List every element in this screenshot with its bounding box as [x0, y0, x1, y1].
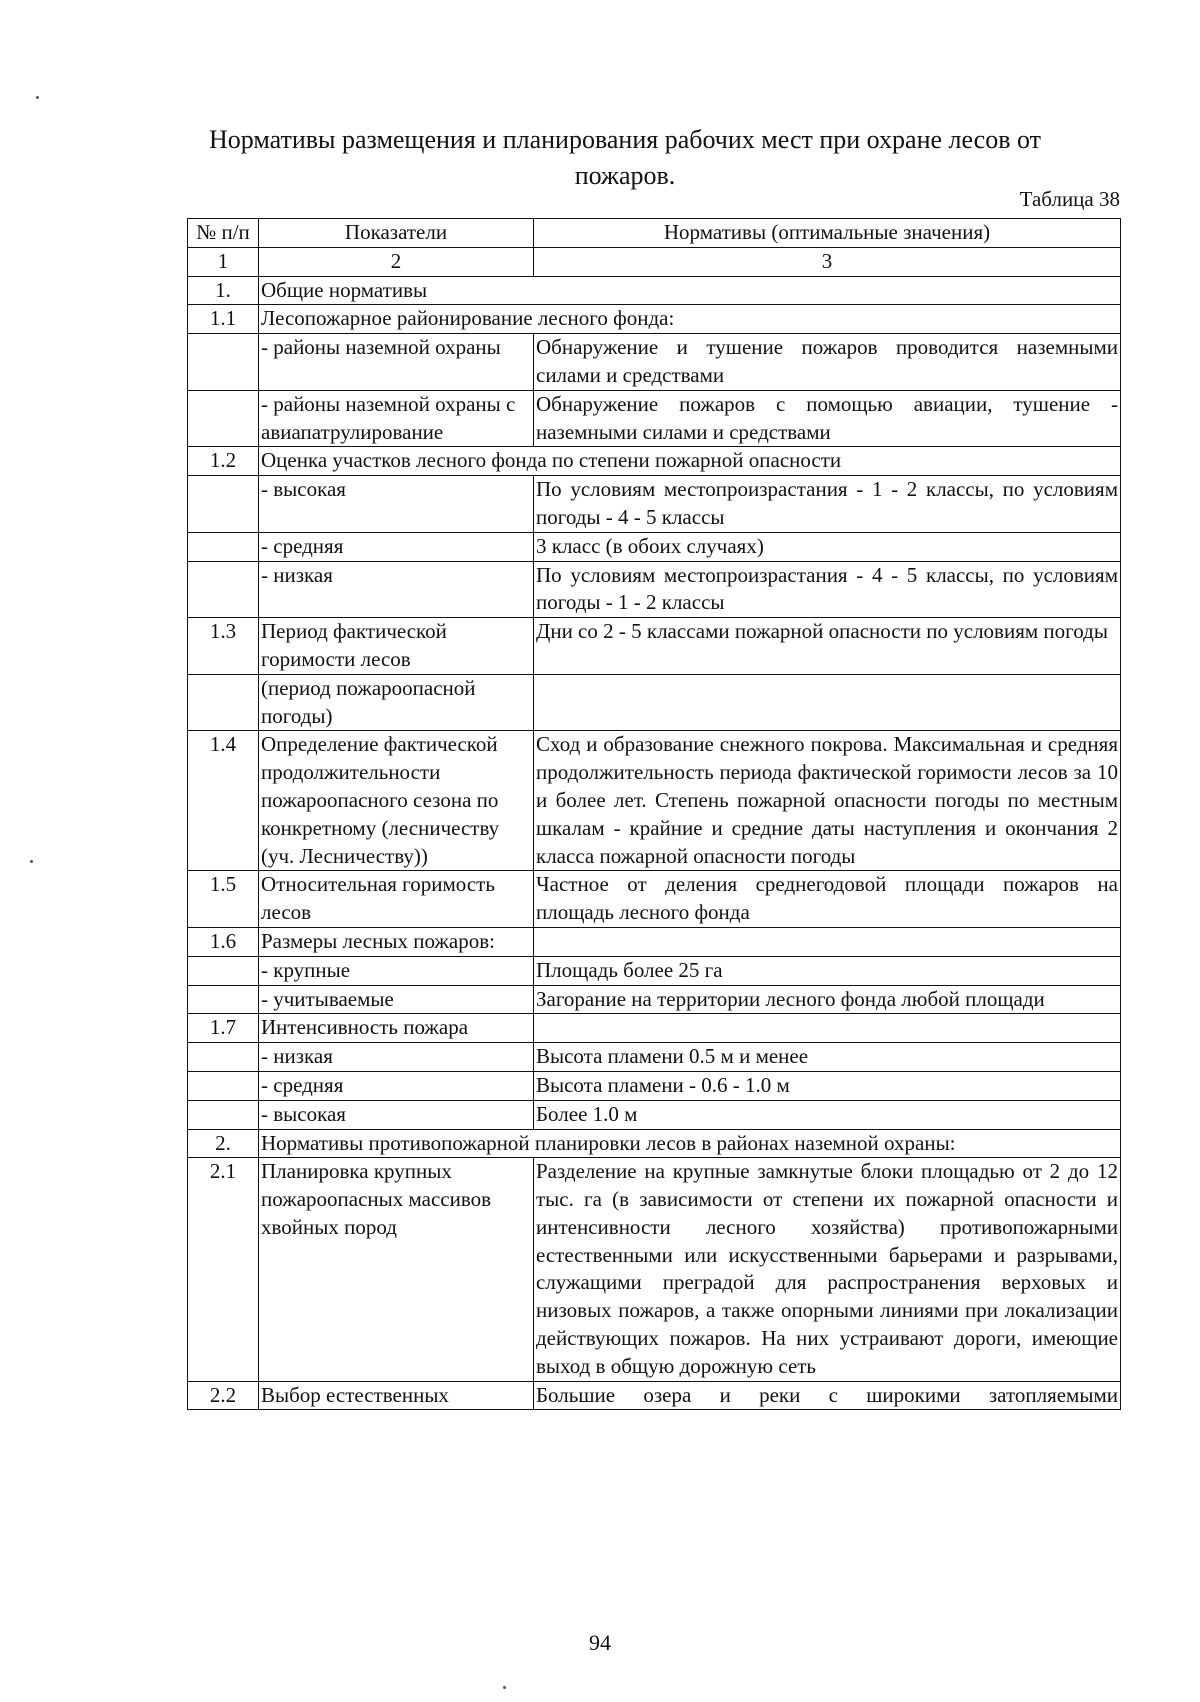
row-norm-cell: Более 1.0 м	[534, 1100, 1121, 1129]
row-norm-cell: Частное от деления среднегодовой площади пожаров на площадь лесного фонда	[534, 871, 1121, 928]
row-indicator-cell: - высокая	[259, 1100, 534, 1129]
row-indicator-cell: - районы наземной охраны с авиапатрулирование	[259, 390, 534, 447]
table-row	[188, 390, 1121, 447]
row-number-cell: 1.6	[188, 927, 259, 956]
column-number-1: 1	[188, 247, 259, 276]
norms-table	[187, 218, 1121, 1410]
row-norm-cell: Загорание на территории лесного фонда любой площади	[534, 985, 1121, 1014]
table-row	[188, 618, 1121, 675]
table-row	[188, 927, 1121, 956]
row-norm-cell	[534, 927, 1121, 956]
row-section-cell: Общие нормативы	[259, 276, 1121, 305]
table-row	[188, 1381, 1121, 1410]
table-row	[188, 276, 1121, 305]
row-number-cell: 1.1	[188, 305, 259, 334]
header-cell-indicator: Показатели	[259, 219, 534, 248]
page-number: 94	[589, 1630, 611, 1655]
row-norm-cell: Высота пламени - 0.6 - 1.0 м	[534, 1071, 1121, 1100]
table-header-row	[188, 219, 1121, 248]
table-row	[188, 871, 1121, 928]
row-indicator-cell: - средняя	[259, 1071, 534, 1100]
row-number-cell	[188, 985, 259, 1014]
table-row	[188, 1043, 1121, 1072]
row-number-cell: 2.2	[188, 1381, 259, 1410]
column-number-3: 3	[534, 247, 1121, 276]
row-norm-cell	[534, 1014, 1121, 1043]
row-number-cell: 1.3	[188, 618, 259, 675]
row-number-cell	[188, 1043, 259, 1072]
table-row	[188, 956, 1121, 985]
row-norm-cell: Сход и образование снежного покрова. Максимальная и средняя продолжительность периода фактической горимости лесов за 10 и более лет. Степень пожарной опасности погоды по местным шкалам - крайние и средние даты наступления и окончания 2 класса пожарной опасности погоды	[534, 731, 1121, 871]
header-cell-norm: Нормативы (оптимальные значения)	[534, 219, 1121, 248]
column-number-2: 2	[259, 247, 534, 276]
row-norm-cell: Высота пламени 0.5 м и менее	[534, 1043, 1121, 1072]
row-number-cell: 1.2	[188, 447, 259, 476]
row-norm-cell: Обнаружение и тушение пожаров проводится наземными силами и средствами	[534, 334, 1121, 391]
row-norm-cell: Обнаружение пожаров с помощью авиации, тушение - наземными силами и средствами	[534, 390, 1121, 447]
row-section-cell: Оценка участков лесного фонда по степени пожарной опасности	[259, 447, 1121, 476]
table-row	[188, 1129, 1121, 1158]
row-indicator-cell: Размеры лесных пожаров:	[259, 927, 534, 956]
row-indicator-cell: - районы наземной охраны	[259, 334, 534, 391]
row-number-cell	[188, 956, 259, 985]
row-number-cell: 2.	[188, 1129, 259, 1158]
table-row	[188, 532, 1121, 561]
row-indicator-cell: Определение фактической продолжительности пожароопасного сезона по конкретному (лесничеству (уч. Лесничеству))	[259, 731, 534, 871]
title-line-2: пожаров.	[574, 161, 676, 190]
row-indicator-cell: - высокая	[259, 476, 534, 533]
scan-speck	[30, 860, 33, 863]
table-row	[188, 985, 1121, 1014]
row-norm-cell	[534, 674, 1121, 731]
header-cell-number: № п/п	[188, 219, 259, 248]
row-indicator-cell: - низкая	[259, 1043, 534, 1072]
table-row	[188, 674, 1121, 731]
row-norm-cell: Большие озера и реки с широкими затопляемыми	[534, 1381, 1121, 1410]
row-norm-cell: По условиям местопроизрастания - 4 - 5 классы, по условиям погоды - 1 - 2 классы	[534, 561, 1121, 618]
table-label: Таблица 38	[1019, 187, 1120, 211]
table-row	[188, 731, 1121, 871]
row-indicator-cell: (период пожароопасной погоды)	[259, 674, 534, 731]
scan-speck	[503, 1686, 506, 1689]
row-indicator-cell: Интенсивность пожара	[259, 1014, 534, 1043]
table-row	[188, 1014, 1121, 1043]
table-row	[188, 447, 1121, 476]
page-title	[150, 122, 1100, 194]
row-number-cell	[188, 674, 259, 731]
row-norm-cell: 3 класс (в обоих случаях)	[534, 532, 1121, 561]
row-number-cell: 1.7	[188, 1014, 259, 1043]
row-number-cell	[188, 390, 259, 447]
row-number-cell	[188, 1071, 259, 1100]
column-number-row	[188, 247, 1121, 276]
table-row	[188, 1100, 1121, 1129]
table-row	[188, 305, 1121, 334]
row-number-cell	[188, 561, 259, 618]
row-norm-cell: По условиям местопроизрастания - 1 - 2 классы, по условиям погоды - 4 - 5 классы	[534, 476, 1121, 533]
row-section-cell: Лесопожарное районирование лесного фонда:	[259, 305, 1121, 334]
row-indicator-cell: - учитываемые	[259, 985, 534, 1014]
table-row	[188, 1071, 1121, 1100]
row-indicator-cell: - крупные	[259, 956, 534, 985]
row-number-cell: 1.	[188, 276, 259, 305]
row-indicator-cell: Выбор естественных	[259, 1381, 534, 1410]
row-norm-cell: Дни со 2 - 5 классами пожарной опасности по условиям погоды	[534, 618, 1121, 675]
row-indicator-cell: Период фактической горимости лесов	[259, 618, 534, 675]
row-section-cell: Нормативы противопожарной планировки лесов в районах наземной охраны:	[259, 1129, 1121, 1158]
row-number-cell: 1.4	[188, 731, 259, 871]
row-indicator-cell: - низкая	[259, 561, 534, 618]
row-number-cell	[188, 334, 259, 391]
table-row	[188, 476, 1121, 533]
title-line-1: Нормативы размещения и планирования рабочих мест при охране лесов от	[208, 125, 1042, 154]
row-indicator-cell: Относительная горимость лесов	[259, 871, 534, 928]
row-indicator-cell: - средняя	[259, 532, 534, 561]
row-norm-cell: Площадь более 25 га	[534, 956, 1121, 985]
row-number-cell	[188, 476, 259, 533]
row-number-cell	[188, 532, 259, 561]
table-row	[188, 561, 1121, 618]
table-row	[188, 1158, 1121, 1381]
table-row	[188, 334, 1121, 391]
row-number-cell	[188, 1100, 259, 1129]
row-norm-cell: Разделение на крупные замкнутые блоки площадью от 2 до 12 тыс. га (в зависимости от степени их пожарной опасности и интенсивности лесного хозяйства) противопожарными естественными или искусственными барьерами и разрывами, служащими преградой для распространения верховых и низовых пожаров, а также опорными линиями при локализации действующих пожаров. На них устраивают дороги, имеющие выход в общую дорожную сеть	[534, 1158, 1121, 1381]
row-number-cell: 1.5	[188, 871, 259, 928]
row-indicator-cell: Планировка крупных пожароопасных массивов хвойных пород	[259, 1158, 534, 1381]
scan-speck	[36, 96, 39, 99]
row-number-cell: 2.1	[188, 1158, 259, 1381]
